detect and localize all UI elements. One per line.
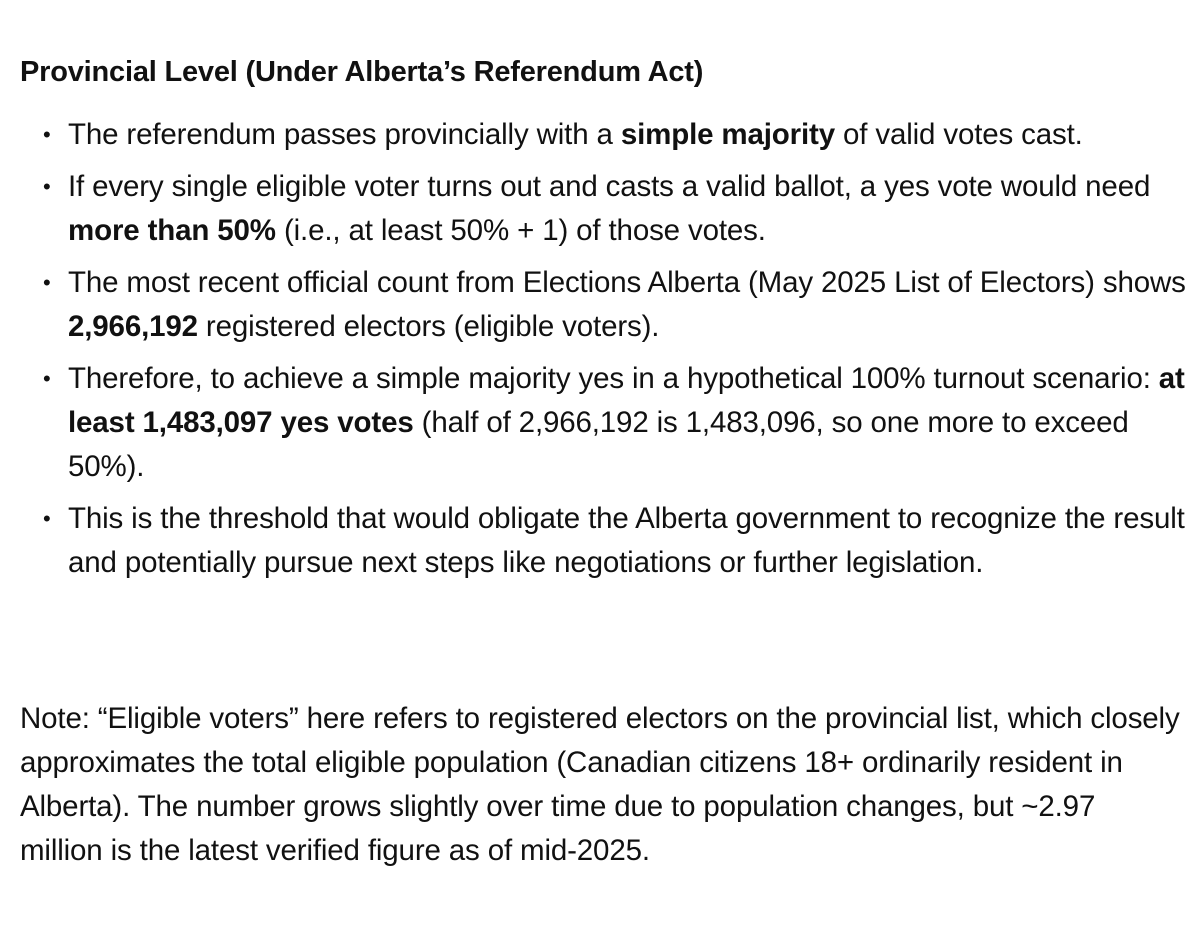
list-item-text: This is the threshold that would obligate the Alberta government to recognize the result and potentially pursue next steps like negotiations or further legislation. bbox=[68, 502, 1185, 579]
list-item-full-turnout bbox=[0, 165, 1200, 253]
bold-text: more than 50% bbox=[68, 214, 276, 247]
list-item-elector-count bbox=[0, 261, 1200, 349]
bullet-icon: • bbox=[43, 506, 51, 531]
list-item-text: If every single eligible voter turns out and casts a valid ballot, a yes vote would need more than 50% (i.e., at least 50% + 1) of those votes. bbox=[68, 170, 1151, 247]
bullet-icon: • bbox=[43, 270, 51, 295]
bold-text: simple majority bbox=[620, 118, 835, 151]
list-item-text: The referendum passes provincially with a simple majority of valid votes cast. bbox=[68, 118, 1083, 151]
list-item-text: The most recent official count from Elections Alberta (May 2025 List of Electors) shows 2,966,192 registered electors (eligible voters). bbox=[68, 266, 1186, 343]
bullet-icon: • bbox=[43, 174, 51, 199]
bullet-icon: • bbox=[43, 366, 51, 391]
list-item-simple-majority bbox=[0, 113, 1200, 157]
bullet-icon: • bbox=[43, 122, 51, 147]
bold-text: 2,966,192 bbox=[68, 310, 198, 343]
bullet-list bbox=[0, 113, 1200, 593]
section-heading: Provincial Level (Under Alberta’s Referendum Act) bbox=[20, 56, 704, 88]
list-item-government-obligation bbox=[0, 497, 1200, 585]
list-item-text: Therefore, to achieve a simple majority yes in a hypothetical 100% turnout scenario: at least 1,483,097 yes votes (half of 2,966,192 is 1,483,096, so one more to exceed 50%). bbox=[68, 362, 1185, 483]
bold-text: at least 1,483,097 yes votes bbox=[68, 362, 1185, 439]
list-item-yes-threshold bbox=[0, 357, 1200, 489]
note-paragraph: Note: “Eligible voters” here refers to registered electors on the provincial list, which closely approximates the total eligible population (Canadian citizens 18+ ordinarily resident in Alberta). The number grows slightly over time due to population changes, but ~2.97 million is the latest verified figure as of mid-2025. bbox=[20, 702, 1180, 867]
